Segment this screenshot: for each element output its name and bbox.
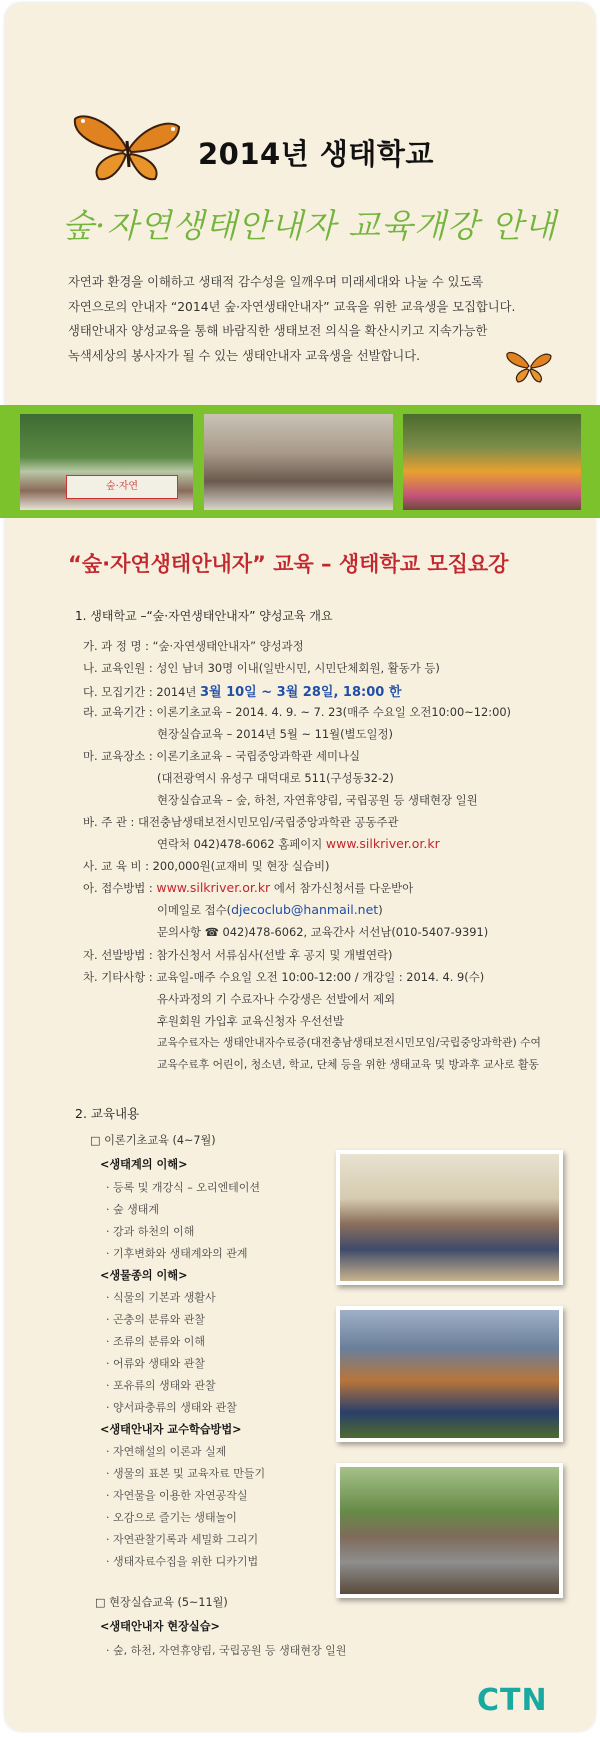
- list-item: · 자연관찰기록과 세밀화 그리기: [106, 1533, 259, 1546]
- email-prefix: 이메일로 접수(: [157, 903, 232, 917]
- list-item: · 등록 및 개강식 – 오리엔테이션: [106, 1181, 260, 1194]
- insect-observation-photo: [336, 1306, 563, 1442]
- value: 참가신청서 서류심사(선발 후 공지 및 개별연락): [156, 948, 393, 962]
- contents-heading: 2. 교육내용: [75, 1106, 140, 1121]
- overview-heading: 1. 생태학교 –“숲·자연생태안내자” 양성교육 개요: [75, 609, 333, 623]
- intro-line: 자연과 환경을 이해하고 생태적 감수성을 일깨우며 미래세대와 나눌 수 있도록: [68, 275, 484, 289]
- etc-row: [83, 969, 484, 985]
- value: 이론기초교육 – 2014. 4. 9. ~ 7. 23(매주 수요일 오전10:00~12:00): [156, 705, 512, 719]
- apply-row: [83, 880, 413, 896]
- label: 나. 교육인원 :: [83, 661, 157, 675]
- people-row: [83, 660, 440, 676]
- value: 200,000원(교재비 및 현장 실습비): [152, 859, 330, 873]
- list-item: · 생태자료수집을 위한 디카기법: [106, 1555, 259, 1568]
- category-heading: <생태안내자 현장실습>: [100, 1620, 220, 1633]
- etc-row-2: 유사과정의 기 수료자나 수강생은 선발에서 제외: [157, 992, 396, 1006]
- classroom-photo-2: [336, 1150, 563, 1285]
- course-row: [83, 638, 304, 654]
- list-item: · 자연해설의 이론과 실제: [106, 1445, 227, 1458]
- etc-row-4: 교육수료자는 생태안내자수료증(대전충남생태보전시민모임/국립중앙과학관) 수여: [157, 1036, 541, 1049]
- label: 차. 기타사항 :: [83, 970, 157, 984]
- intro-line: 녹색세상의 봉사자가 될 수 있는 생태안내자 교육생을 선발합니다.: [68, 348, 420, 363]
- label: 사. 교 육 비 :: [83, 859, 153, 873]
- label: 아. 접수방법 :: [83, 881, 157, 895]
- etc-row-3: 후원회원 가입후 교육신청자 우선선발: [157, 1014, 344, 1028]
- list-item: · 생물의 표본 및 교육자료 만들기: [106, 1467, 266, 1480]
- value: 교육일-매주 수요일 오전 10:00-12:00 / 개강일 : 2014. 4. 9(수): [156, 970, 485, 984]
- email-suffix: ): [378, 903, 383, 917]
- classroom-photo: [204, 414, 393, 510]
- label: 마. 교육장소 :: [83, 749, 157, 763]
- place-row-2: (대전광역시 유성구 대덕대로 511(구성동32-2): [157, 771, 394, 785]
- contact-text: 연락처 042)478-6062 홈페이지: [157, 837, 326, 851]
- butterfly-illustration: [73, 111, 181, 183]
- inquiry-row: 문의사항 ☎ 042)478-6062, 교육간사 서선남(010-5407-9391): [157, 925, 489, 939]
- ctn-logo: CTN: [477, 1683, 548, 1718]
- list-item: · 강과 하천의 이해: [106, 1225, 195, 1238]
- label: 가. 과 정 명 :: [83, 639, 153, 653]
- field-heading: □ 현장실습교육 (5~11월): [95, 1596, 228, 1609]
- intro-line: 자연으로의 안내자 “2014년 숲·자연생태안내자” 교육을 위한 교육생을 모집합니다.: [68, 299, 516, 314]
- fee-row: [83, 858, 329, 874]
- butterfly-small-illustration: [506, 350, 552, 383]
- list-item: · 오감으로 즐기는 생태놀이: [106, 1511, 237, 1524]
- page-title: 2014년 생태학교: [198, 137, 434, 171]
- place-row-3: 현장실습교육 – 숲, 하천, 자연휴양림, 국립공원 등 생태현장 일원: [157, 793, 478, 807]
- etc-row-5: 교육수료후 어린이, 청소년, 학교, 단체 등을 위한 생태교육 및 방과후 교사로 활동: [157, 1058, 539, 1071]
- email-row: [157, 902, 383, 918]
- email-link[interactable]: djecoclub@hanmail.net: [231, 902, 379, 917]
- intro-line: 생태안내자 양성교육을 통해 바람직한 생태보전 의식을 확산시키고 지속가능한: [68, 324, 488, 338]
- field-trip-photo: [336, 1463, 563, 1598]
- category-heading: <생물종의 이해>: [100, 1269, 188, 1282]
- value: 대전충남생태보전시민모임/국립중앙과학관 공동주관: [137, 815, 399, 829]
- host-row: [83, 814, 399, 830]
- value: 성인 남녀 30명 이내(일반시민, 시민단체회원, 활동가 등): [156, 661, 440, 675]
- label: 바. 주 관 :: [83, 815, 138, 829]
- apply-link[interactable]: www.silkriver.or.kr: [156, 880, 271, 895]
- contact-row: [157, 836, 440, 852]
- field-photo: [403, 414, 581, 510]
- list-item: · 식물의 기본과 생활사: [106, 1291, 216, 1304]
- list-item: · 포유류의 생태와 관찰: [106, 1379, 216, 1392]
- period-row: [83, 704, 511, 720]
- period-row-2: 현장실습교육 – 2014년 5월 ~ 11월(별도일정): [157, 727, 394, 741]
- label: 라. 교육기간 :: [83, 705, 157, 719]
- label: 자. 선발방법 :: [83, 948, 157, 962]
- recruit-row: [83, 681, 401, 700]
- list-item: · 양서파충류의 생태와 관찰: [106, 1401, 237, 1414]
- list-item: · 곤충의 분류와 관찰: [106, 1313, 205, 1326]
- label: 다. 모집기간 : 2014년: [83, 685, 200, 699]
- value: 에서 참가신청서를 다운받아: [270, 881, 414, 895]
- list-item: · 숲 생태계: [106, 1203, 159, 1216]
- list-item: · 숲, 하천, 자연휴양림, 국립공원 등 생태현장 일원: [106, 1644, 347, 1657]
- list-item: · 자연물을 이용한 자연공작실: [106, 1489, 248, 1502]
- homepage-link[interactable]: www.silkriver.or.kr: [325, 836, 440, 851]
- select-row: [83, 947, 392, 963]
- theory-heading: □ 이론기초교육 (4~7월): [90, 1134, 216, 1147]
- group-banner: 숲·자연: [66, 475, 178, 499]
- value: “숲·자연생태안내자” 양성과정: [152, 639, 304, 653]
- category-heading: <생태계의 이해>: [100, 1158, 188, 1171]
- recruit-period: 3월 10일 ~ 3월 28일, 18:00 한: [199, 685, 402, 700]
- list-item: · 조류의 분류와 이해: [106, 1335, 205, 1348]
- place-row: [83, 748, 360, 764]
- page-subtitle: 숲·자연생태안내자 교육개강 안내: [62, 206, 557, 245]
- value: 이론기초교육 – 국립중앙과학관 세미나실: [156, 749, 360, 763]
- category-heading: <생태안내자 교수학습방법>: [100, 1423, 242, 1436]
- list-item: · 어류와 생태와 관찰: [106, 1357, 205, 1370]
- list-item: · 기후변화와 생태계와의 관계: [106, 1247, 248, 1260]
- section-title: “숲·자연생태안내자” 교육 – 생태학교 모집요강: [68, 552, 509, 576]
